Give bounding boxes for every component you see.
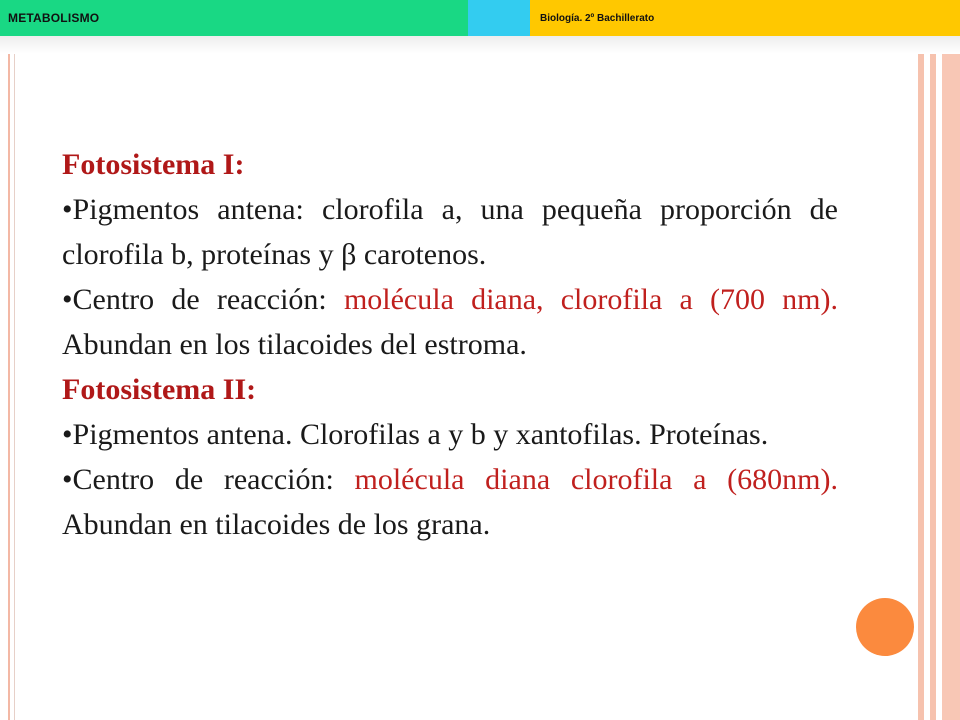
target-molecule-text: molécula diana, clorofila a (700 nm).: [343, 283, 838, 316]
reaction-center-label: •Centro de reacción:: [62, 463, 355, 496]
right-stripe: [930, 54, 936, 720]
photosystem-2-antenna-text: •Pigmentos antena. Clorofilas a y b y xantofilas. Proteínas.: [62, 418, 769, 451]
header-subject-label: METABOLISMO: [8, 11, 100, 25]
photosystem-2-reaction-center-text: [62, 457, 838, 547]
reaction-center-label: •Centro de reacción:: [62, 283, 344, 316]
photosystem-1-antenna-text: •Pigmentos antena: clorofila a, una pequeña proporción de clorofila b, proteínas y β carotenos.: [62, 193, 838, 271]
location-text: Abundan en los tilacoides del estroma.: [62, 328, 527, 361]
decorative-circle: [856, 598, 914, 656]
header-shadow: [0, 36, 960, 54]
left-frame-line-inner: [14, 54, 15, 720]
header-blue-block: [468, 0, 530, 36]
header-band: [0, 0, 960, 36]
header-course-label: Biología. 2º Bachillerato: [540, 13, 655, 24]
target-molecule-text: molécula diana clorofila a (680nm).: [354, 463, 839, 496]
photosystem-1-heading: Fotosistema I:: [62, 148, 245, 181]
photosystem-1-reaction-center-text: [62, 277, 838, 367]
slide-body: [62, 142, 838, 547]
left-frame-line: [8, 54, 10, 720]
right-stripe: [918, 54, 924, 720]
photosystem-2-heading: Fotosistema II:: [62, 373, 257, 406]
location-text: Abundan en tilacoides de los grana.: [62, 508, 491, 541]
right-stripe: [942, 54, 960, 720]
